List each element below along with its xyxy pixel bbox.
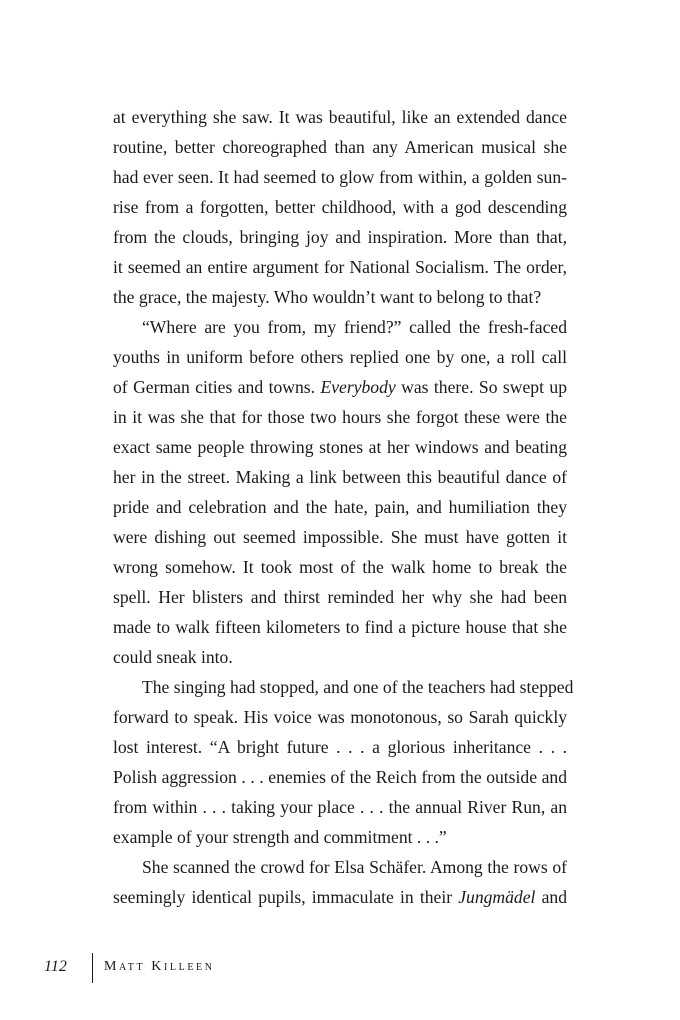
text-line: exact same people throwing stones at her windows and beating <box>113 437 567 457</box>
text-line: made to walk fifteen kilometers to find a picture house that she <box>113 617 567 637</box>
text-line <box>113 372 567 402</box>
text-segment: and <box>535 887 567 907</box>
text-line: Polish aggression . . . enemies of the Reich from the outside and <box>113 767 567 787</box>
page-footer <box>0 953 680 985</box>
text-line: from the clouds, bringing joy and inspiration. More than that, <box>113 227 567 247</box>
text-line: had ever seen. It had seemed to glow from within, a golden sun- <box>113 167 567 187</box>
text-line: the grace, the majesty. Who wouldn’t want to belong to that? <box>113 287 542 307</box>
text-line: spell. Her blisters and thirst reminded her why she had been <box>113 587 567 607</box>
text-line: rise from a forgotten, better childhood, with a god descending <box>113 197 567 217</box>
text-segment: seemingly identical pupils, immaculate in their <box>113 887 459 907</box>
text-line: wrong somehow. It took most of the walk home to break the <box>113 557 567 577</box>
text-line: forward to speak. His voice was monotonous, so Sarah quickly <box>113 707 567 727</box>
text-line: “Where are you from, my friend?” called the fresh-faced <box>142 317 567 337</box>
emphasis-everybody: Everybody <box>320 377 396 397</box>
text-line: in it was she that for those two hours she forgot these were the <box>113 407 567 427</box>
text-line: example of your strength and commitment . . .” <box>113 827 447 847</box>
running-head-author: Matt Killeen <box>104 959 215 974</box>
body-text <box>113 102 574 912</box>
text-line: She scanned the crowd for Elsa Schäfer. Among the rows of <box>142 857 567 877</box>
text-line: youths in uniform before others replied one by one, a roll call <box>113 347 567 367</box>
text-line: The singing had stopped, and one of the teachers had stepped <box>142 677 574 697</box>
text-line: her in the street. Making a link between this beautiful dance of <box>113 467 567 487</box>
text-line: at everything she saw. It was beautiful, like an extended dance <box>113 107 567 127</box>
text-line: it seemed an entire argument for National Socialism. The order, <box>113 257 567 277</box>
page-number: 112 <box>44 958 67 975</box>
emphasis-jungmadel: Jungmädel <box>458 887 536 907</box>
text-segment: was there. So swept up <box>395 377 567 397</box>
text-line <box>113 882 567 912</box>
text-segment: of German cities and towns. <box>113 377 321 397</box>
text-line: were dishing out seemed impossible. She must have gotten it <box>113 527 567 547</box>
text-line: could sneak into. <box>113 647 233 667</box>
text-line: lost interest. “A bright future . . . a glorious inheritance . . . <box>113 737 567 757</box>
text-line: pride and celebration and the hate, pain, and humiliation they <box>113 497 567 517</box>
text-line: routine, better choreographed than any American musical she <box>113 137 567 157</box>
text-line: from within . . . taking your place . . . the annual River Run, an <box>113 797 567 817</box>
footer-divider <box>92 953 93 983</box>
